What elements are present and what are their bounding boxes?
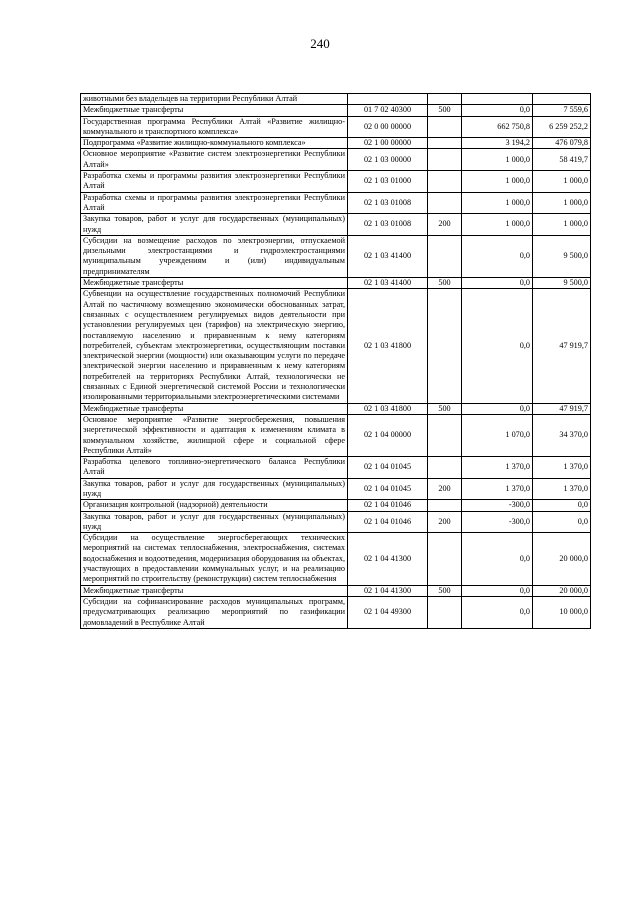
amount-total-cell: 9 500,0 [533,235,591,277]
target-code-cell: 02 1 03 41800 [348,403,428,414]
expense-type-cell: 500 [428,585,462,596]
expense-type-cell [428,457,462,479]
expense-type-cell [428,289,462,403]
amount-change-cell [462,94,533,105]
budget-table [80,93,591,629]
expense-type-cell [428,149,462,171]
amount-change-cell: 1 370,0 [462,478,533,500]
amount-change-cell: -300,0 [462,511,533,533]
amount-total-cell: 9 500,0 [533,278,591,289]
amount-change-cell: 0,0 [462,278,533,289]
target-code-cell: 02 0 00 00000 [348,116,428,138]
table-row [81,500,591,511]
target-code-cell: 02 1 04 00000 [348,414,428,456]
target-code-cell: 02 1 04 01045 [348,457,428,479]
item-name-cell: Субсидии на софинансирование расходов муниципальных программ, предусматривающих реализацию мероприятий по газификации домовладений в Республике Алтай [81,596,348,628]
amount-change-cell: 1 370,0 [462,457,533,479]
amount-total-cell: 1 000,0 [533,171,591,193]
expense-type-cell: 500 [428,105,462,116]
target-code-cell: 02 1 03 00000 [348,149,428,171]
target-code-cell: 02 1 00 00000 [348,138,428,149]
amount-total-cell: 0,0 [533,511,591,533]
expense-type-cell [428,500,462,511]
item-name-cell: Межбюджетные трансферты [81,585,348,596]
table-row [81,596,591,628]
target-code-cell: 02 1 03 01000 [348,171,428,193]
amount-change-cell: 662 750,8 [462,116,533,138]
expense-type-cell [428,596,462,628]
expense-type-cell: 200 [428,478,462,500]
expense-type-cell [428,171,462,193]
expense-type-cell [428,414,462,456]
table-row [81,278,591,289]
item-name-cell: Разработка схемы и программы развития электроэнергетики Республики Алтай [81,171,348,193]
amount-total-cell: 1 000,0 [533,192,591,214]
table-row [81,171,591,193]
table-row [81,116,591,138]
amount-total-cell: 1 370,0 [533,457,591,479]
table-row [81,457,591,479]
item-name-cell: Закупка товаров, работ и услуг для государственных (муниципальных) нужд [81,511,348,533]
amount-total-cell: 7 559,6 [533,105,591,116]
item-name-cell: Разработка схемы и программы развития электроэнергетики Республики Алтай [81,192,348,214]
item-name-cell: Субсидии на возмещение расходов по электроэнергии, отпускаемой дизельными электростанциями и гидроэлектростанциями муниципальным учреждениям и (или) индивидуальным предпринимателям [81,235,348,277]
item-name-cell: Организация контрольной (надзорной) деятельности [81,500,348,511]
amount-change-cell: 3 194,2 [462,138,533,149]
table-row [81,138,591,149]
expense-type-cell: 200 [428,214,462,236]
table-row [81,105,591,116]
target-code-cell: 01 7 02 40300 [348,105,428,116]
table-row [81,478,591,500]
target-code-cell: 02 1 03 41400 [348,235,428,277]
target-code-cell [348,94,428,105]
expense-type-cell: 500 [428,278,462,289]
amount-total-cell: 6 259 252,2 [533,116,591,138]
amount-total-cell: 34 370,0 [533,414,591,456]
amount-change-cell: 0,0 [462,235,533,277]
target-code-cell: 02 1 03 41400 [348,278,428,289]
amount-total-cell: 20 000,0 [533,585,591,596]
amount-total-cell: 47 919,7 [533,289,591,403]
amount-total-cell: 20 000,0 [533,533,591,585]
table-row [81,192,591,214]
target-code-cell: 02 1 03 41800 [348,289,428,403]
item-name-cell: Закупка товаров, работ и услуг для государственных (муниципальных) нужд [81,214,348,236]
expense-type-cell: 200 [428,511,462,533]
item-name-cell: Основное мероприятие «Развитие энергосбережения, повышения энергетической эффективности и адаптация к изменениям климата в коммунальном хозяйстве, жилищной сфере и социальной сфере Республики Алтай» [81,414,348,456]
item-name-cell: животными без владельцев на территории Республики Алтай [81,94,348,105]
expense-type-cell [428,533,462,585]
amount-change-cell: -300,0 [462,500,533,511]
amount-change-cell: 0,0 [462,585,533,596]
table-row [81,585,591,596]
table-row [81,289,591,403]
table-row [81,414,591,456]
amount-change-cell: 1 000,0 [462,149,533,171]
item-name-cell: Разработка целевого топливно-энергетического баланса Республики Алтай [81,457,348,479]
item-name-cell: Подпрограмма «Развитие жилищно-коммунального комплекса» [81,138,348,149]
amount-change-cell: 0,0 [462,289,533,403]
target-code-cell: 02 1 04 41300 [348,533,428,585]
table-body [81,94,591,629]
item-name-cell: Межбюджетные трансферты [81,278,348,289]
target-code-cell: 02 1 04 49300 [348,596,428,628]
table-row [81,403,591,414]
amount-change-cell: 0,0 [462,533,533,585]
item-name-cell: Межбюджетные трансферты [81,105,348,116]
expense-type-cell: 500 [428,403,462,414]
amount-change-cell: 0,0 [462,596,533,628]
amount-total-cell: 58 419,7 [533,149,591,171]
amount-total-cell: 1 370,0 [533,478,591,500]
table-row [81,533,591,585]
expense-type-cell [428,116,462,138]
amount-total-cell: 0,0 [533,500,591,511]
table-row [81,235,591,277]
amount-total-cell [533,94,591,105]
item-name-cell: Межбюджетные трансферты [81,403,348,414]
target-code-cell: 02 1 04 01046 [348,500,428,511]
target-code-cell: 02 1 04 01046 [348,511,428,533]
amount-change-cell: 1 070,0 [462,414,533,456]
amount-total-cell: 10 000,0 [533,596,591,628]
amount-total-cell: 476 079,8 [533,138,591,149]
amount-change-cell: 1 000,0 [462,171,533,193]
amount-change-cell: 1 000,0 [462,192,533,214]
amount-total-cell: 1 000,0 [533,214,591,236]
item-name-cell: Субсидии на осуществление энергосберегающих технических мероприятий на системах теплоснабжения, электроснабжения, системах водоснабжения и водоотведения, модернизация оборудования на объектах, участвующих в предоставлении коммунальных услуг, и на реализацию мероприятий по строительству (реконструкции) систем теплоснабжения [81,533,348,585]
item-name-cell: Закупка товаров, работ и услуг для государственных (муниципальных) нужд [81,478,348,500]
item-name-cell: Основное мероприятие «Развитие систем электроэнергетики Республики Алтай» [81,149,348,171]
item-name-cell: Государственная программа Республики Алтай «Развитие жилищно-коммунального и транспортного комплекса» [81,116,348,138]
page-number: 240 [310,36,330,51]
amount-change-cell: 1 000,0 [462,214,533,236]
target-code-cell: 02 1 03 01008 [348,214,428,236]
table-row [81,214,591,236]
expense-type-cell [428,192,462,214]
expense-type-cell [428,235,462,277]
amount-total-cell: 47 919,7 [533,403,591,414]
amount-change-cell: 0,0 [462,403,533,414]
amount-change-cell: 0,0 [462,105,533,116]
target-code-cell: 02 1 04 41300 [348,585,428,596]
target-code-cell: 02 1 03 01008 [348,192,428,214]
table-row [81,511,591,533]
expense-type-cell [428,138,462,149]
item-name-cell: Субвенции на осуществление государственных полномочий Республики Алтай по частичному возмещению экономически обоснованных затрат, связанных с осуществлением регулируемых видов деятельности при установлении регулируемых цен (тарифов) на электрическую энергию, поставляемую населению и приравненным к нему категориям потребителей, субъектам электроэнергетики, осуществляющим поставки электрической энергии (мощности) или оказывающим услуги по передаче электрической энергии населению и приравненным к нему категориям потребителей на территориях Республики Алтай, технологически не связанных с Единой энергетической системой России и технологически изолированными территориальными электроэнергетическими системами [81,289,348,403]
table-row [81,149,591,171]
table-row [81,94,591,105]
target-code-cell: 02 1 04 01045 [348,478,428,500]
expense-type-cell [428,94,462,105]
